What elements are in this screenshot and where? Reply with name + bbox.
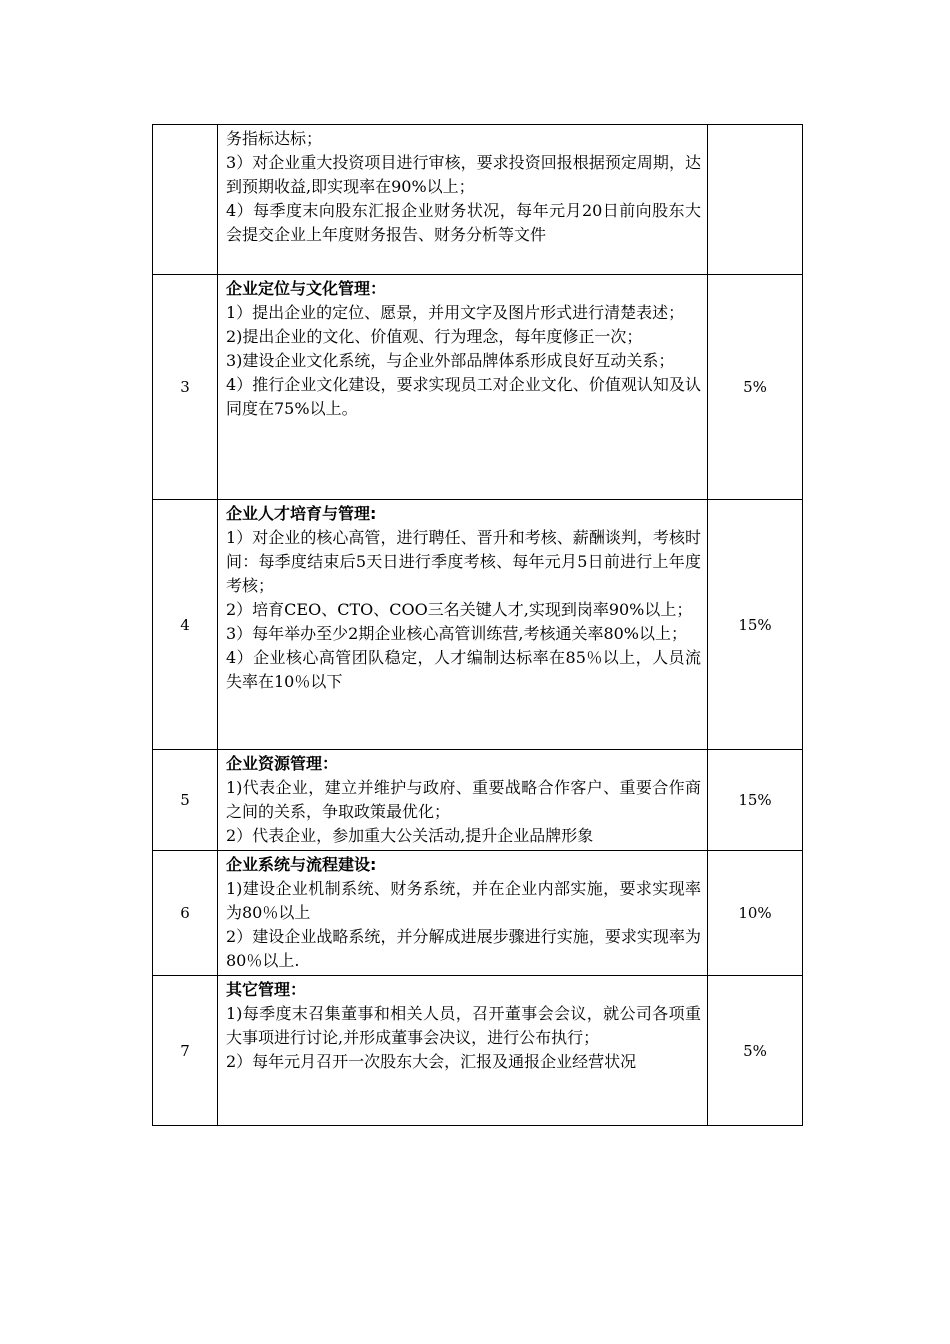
row-title: 企业系统与流程建设: <box>226 855 377 874</box>
content-line: 1）对企业的核心高管，进行聘任、晋升和考核、薪酬谈判，考核时间：每季度结束后5天日进行季度考核、每年元月5日前进行上年度考核； <box>226 528 701 595</box>
row-number <box>153 125 218 275</box>
content-line: 2）代表企业，参加重大公关活动,提升企业品牌形象 <box>226 826 594 845</box>
content-line: 2）建设企业战略系统，并分解成进展步骤进行实施，要求实现率为80％以上. <box>226 927 701 970</box>
row-title: 企业资源管理： <box>226 754 339 773</box>
content-line: 3)建设企业文化系统，与企业外部品牌体系形成良好互动关系； <box>226 351 675 370</box>
content-line: 2）每年元月召开一次股东大会，汇报及通报企业经营状况 <box>226 1052 637 1071</box>
content-line: 务指标达标； <box>226 129 323 148</box>
content-line: 3）每年举办至少2期企业核心高管训练营,考核通关率80%以上； <box>226 624 688 643</box>
row-content <box>218 125 708 275</box>
content-line: 2)提出企业的文化、价值观、行为理念，每年度修正一次； <box>226 327 643 346</box>
row-weight: 10% <box>708 851 803 976</box>
row-number: 5 <box>153 750 218 851</box>
row-title: 企业人才培育与管理: <box>226 504 377 523</box>
row-weight <box>708 125 803 275</box>
content-line: 1）提出企业的定位、愿景，并用文字及图片形式进行清楚表述； <box>226 303 685 322</box>
table-row <box>153 275 803 500</box>
content-line: 2）培育CEO、CTO、COO三名关键人才,实现到岗率90%以上； <box>226 600 693 619</box>
table-row <box>153 976 803 1126</box>
row-content <box>218 500 708 750</box>
content-line: 1)每季度末召集董事和相关人员，召开董事会会议，就公司各项重大事项进行讨论,并形成董事会决议，进行公布执行； <box>226 1004 701 1047</box>
content-line: 1)建设企业机制系统、财务系统，并在企业内部实施，要求实现率为80％以上 <box>226 879 701 922</box>
row-content <box>218 750 708 851</box>
row-content <box>218 275 708 500</box>
table-row <box>153 125 803 275</box>
content-line: 1)代表企业，建立并维护与政府、重要战略合作客户、重要合作商之间的关系，争取政策最优化； <box>226 778 701 821</box>
row-number: 4 <box>153 500 218 750</box>
content-line: 4）推行企业文化建设，要求实现员工对企业文化、价值观认知及认同度在75%以上。 <box>226 375 701 418</box>
row-weight: 5% <box>708 976 803 1126</box>
kpi-table <box>152 124 803 1126</box>
row-title: 其它管理： <box>226 980 307 999</box>
content-line: 4）每季度末向股东汇报企业财务状况，每年元月20日前向股东大会提交企业上年度财务报告、财务分析等文件 <box>226 201 701 244</box>
row-weight: 5% <box>708 275 803 500</box>
row-content <box>218 976 708 1126</box>
table-row <box>153 851 803 976</box>
row-number: 3 <box>153 275 218 500</box>
table-row <box>153 500 803 750</box>
row-number: 7 <box>153 976 218 1126</box>
row-title: 企业定位与文化管理： <box>226 279 387 298</box>
content-line: 4）企业核心高管团队稳定，人才编制达标率在85％以上，人员流失率在10％以下 <box>226 648 701 691</box>
row-weight: 15% <box>708 500 803 750</box>
row-content <box>218 851 708 976</box>
content-line: 3）对企业重大投资项目进行审核，要求投资回报根据预定周期，达到预期收益,即实现率在90%以上； <box>226 153 701 196</box>
row-weight: 15% <box>708 750 803 851</box>
table-row <box>153 750 803 851</box>
row-number: 6 <box>153 851 218 976</box>
